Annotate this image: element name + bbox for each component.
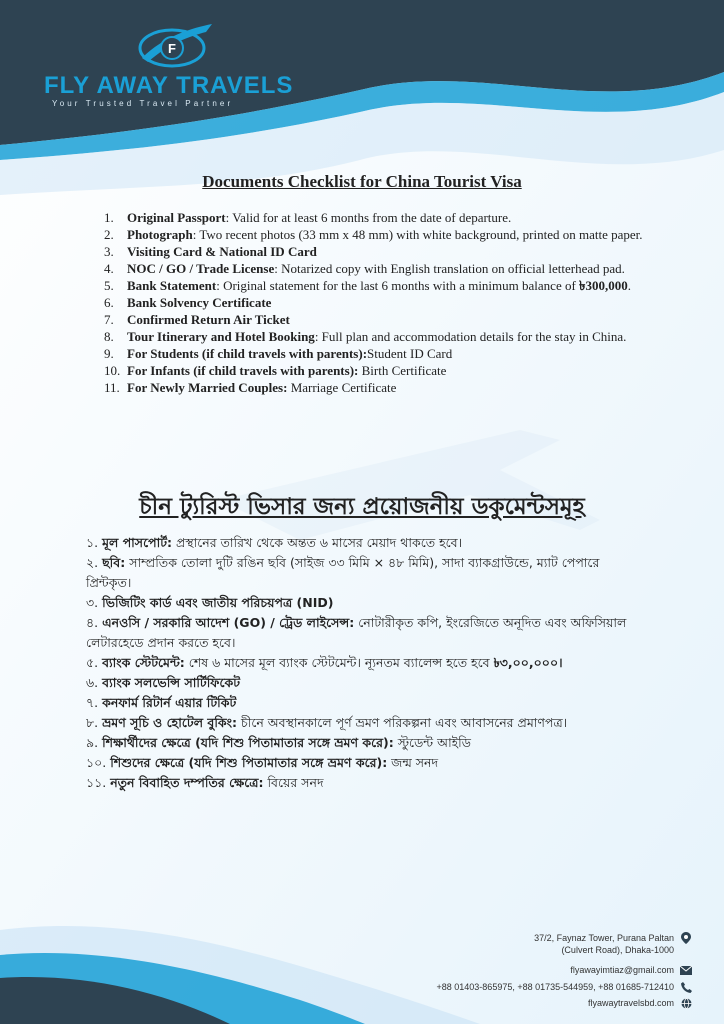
item-label: Confirmed Return Air Ticket <box>127 312 290 327</box>
item-amount: ৳৩,০০,০০০। <box>493 655 563 670</box>
bangla-checklist-item <box>86 753 646 773</box>
logo-letter: F <box>168 41 176 56</box>
item-description: : Full plan and accommodation details for the stay in China. <box>314 329 627 344</box>
english-checklist-item <box>104 345 644 362</box>
item-tail: . <box>627 278 632 293</box>
item-description: বিয়ের সনদ <box>263 775 324 790</box>
item-number: 11. <box>104 380 120 395</box>
item-label: ব্যাংক স্টেটমেন্ট: <box>102 655 185 670</box>
item-label: ছবি: <box>102 555 126 570</box>
english-checklist-item <box>104 294 644 311</box>
item-label: কনফার্ম রিটার্ন এয়ার টিকিট <box>102 695 237 710</box>
item-number: 9. <box>104 346 114 361</box>
item-label: Photograph <box>127 227 193 242</box>
address-line-2: (Culvert Road), Dhaka-1000 <box>561 945 674 955</box>
item-description: Student ID Card <box>367 346 453 361</box>
email-icon <box>680 964 692 976</box>
item-description: জন্ম সনদ <box>387 755 439 770</box>
location-pin-icon <box>680 932 692 944</box>
item-number: 2. <box>104 227 114 242</box>
item-number: 6. <box>104 295 114 310</box>
item-number: ৩. <box>86 595 99 610</box>
item-label: শিক্ষার্থীদের ক্ষেত্রে (যদি শিশু পিতামাতার সঙ্গে ভ্রমণ করে): <box>102 735 394 750</box>
bangla-title: চীন ট্যুরিস্ট ভিসার জন্য প্রয়োজনীয় ডকুমেন্টসমূহ <box>139 494 585 520</box>
item-label: For Newly Married Couples: <box>127 380 288 395</box>
item-number: ৭. <box>86 695 99 710</box>
item-label: ভিজিটিং কার্ড এবং জাতীয় পরিচয়পত্র (NID) <box>102 595 334 610</box>
contact-address <box>534 932 692 956</box>
item-label: For Students (if child travels with parents): <box>127 346 368 361</box>
item-description: : Two recent photos (33 mm x 48 mm) with white background, printed on matte paper. <box>192 227 643 242</box>
item-number: 8. <box>104 329 114 344</box>
item-description: : Notarized copy with English translation on official letterhead pad. <box>274 261 625 276</box>
item-label: এনওসি / সরকারি আদেশ (GO) / ট্রেড লাইসেন্স: <box>102 615 355 630</box>
english-checklist-item <box>104 277 644 294</box>
bangla-checklist-item <box>86 653 646 673</box>
item-description: নোটারীকৃত কপি, ইংরেজিতে অনূদিত এবং অফিসিয়াল লেটারহেডে প্রদান করতে হবে। <box>86 615 627 650</box>
item-label: ব্যাংক সলভেন্সি সার্টিফিকেট <box>102 675 241 690</box>
item-label: For Infants (if child travels with parents): <box>127 363 359 378</box>
item-number: 5. <box>104 278 114 293</box>
item-description: চীনে অবস্থানকালে পূর্ণ ভ্রমণ পরিকল্পনা এবং আবাসনের প্রমাণপত্র। <box>237 715 568 730</box>
item-description: : Valid for at least 6 months from the date of departure. <box>225 210 512 225</box>
phone-text[interactable]: +88 01403-865975, +88 01735-544959, +88 01685-712410 <box>436 982 674 992</box>
item-number: 7. <box>104 312 114 327</box>
item-description: Birth Certificate <box>358 363 447 378</box>
english-checklist-item <box>104 328 644 345</box>
item-label: Bank Statement <box>127 278 217 293</box>
english-checklist-item <box>104 379 644 396</box>
item-number: ৬. <box>86 675 99 690</box>
item-number: ২. <box>86 555 99 570</box>
item-label: NOC / GO / Trade License <box>127 261 275 276</box>
logo-plane-icon <box>134 18 214 72</box>
bangla-checklist-item <box>86 733 646 753</box>
brand-name: FLY AWAY TRAVELS <box>44 72 294 99</box>
english-checklist-item <box>104 311 644 328</box>
bangla-checklist-item <box>86 553 646 593</box>
bangla-checklist-item <box>86 673 646 693</box>
item-number: ১১. <box>86 775 107 790</box>
phone-icon <box>680 981 692 993</box>
item-label: শিশুদের ক্ষেত্রে (যদি শিশু পিতামাতার সঙ্গে ভ্রমণ করে): <box>110 755 388 770</box>
item-number: ১০. <box>86 755 107 770</box>
bangla-checklist <box>86 533 646 793</box>
contact-email <box>570 964 692 976</box>
bangla-checklist-item <box>86 693 646 713</box>
item-label: Visiting Card & National ID Card <box>127 244 317 259</box>
item-number: ১. <box>86 535 99 550</box>
item-number: ৫. <box>86 655 99 670</box>
email-text[interactable]: flyawayimtiaz@gmail.com <box>570 965 674 975</box>
bangla-checklist-item <box>86 533 646 553</box>
english-checklist-item <box>104 362 644 379</box>
item-label: Tour Itinerary and Hotel Booking <box>127 329 315 344</box>
english-checklist-item <box>104 243 644 260</box>
address-line-1: 37/2, Faynaz Tower, Purana Paltan <box>534 933 674 943</box>
english-title: Documents Checklist for China Tourist Visa <box>202 172 522 191</box>
website-text[interactable]: flyawaytravelsbd.com <box>587 998 674 1008</box>
item-label: মূল পাসপোর্ট: <box>102 535 173 550</box>
contact-phone <box>437 981 692 993</box>
english-checklist-item <box>104 260 644 277</box>
item-number: 3. <box>104 244 114 259</box>
item-description: Marriage Certificate <box>287 380 397 395</box>
bangla-checklist-item <box>86 613 646 653</box>
bangla-checklist-item <box>86 773 646 793</box>
item-amount: ৳300,000 <box>579 278 628 293</box>
bangla-checklist-item <box>86 713 646 733</box>
globe-icon <box>680 997 692 1009</box>
item-description: শেষ ৬ মাসের মূল ব্যাংক স্টেটমেন্ট। ন্যূনতম ব্যালেন্স হতে হবে <box>184 655 494 670</box>
item-number: 10. <box>104 363 121 378</box>
item-number: 1. <box>104 210 114 225</box>
english-checklist-item <box>104 226 644 243</box>
item-description: প্রস্থানের তারিখ থেকে অন্তত ৬ মাসের মেয়াদ থাকতে হবে। <box>172 535 463 550</box>
item-label: ভ্রমণ সূচি ও হোটেল বুকিং: <box>102 715 238 730</box>
brand-tagline: Your Trusted Travel Partner <box>52 99 234 108</box>
item-description: স্টুডেন্ট আইডি <box>393 735 471 750</box>
item-label: Original Passport <box>127 210 226 225</box>
item-number: 4. <box>104 261 114 276</box>
item-number: ৯. <box>86 735 99 750</box>
item-number: ৪. <box>86 615 99 630</box>
item-label: নতুন বিবাহিত দম্পতির ক্ষেত্রে: <box>110 775 264 790</box>
item-number: ৮. <box>86 715 99 730</box>
item-description: সাম্প্রতিক তোলা দুটি রঙিন ছবি (সাইজ ৩৩ মিমি × ৪৮ মিমি), সাদা ব্যাকগ্রাউন্ডে, ম্যাট পেপারে প্রিন্টকৃত। <box>86 555 600 590</box>
english-checklist <box>104 209 644 396</box>
bangla-checklist-item <box>86 593 646 613</box>
english-checklist-item <box>104 209 644 226</box>
item-label: Bank Solvency Certificate <box>127 295 272 310</box>
item-description: : Original statement for the last 6 months with a minimum balance of <box>216 278 580 293</box>
contact-website <box>588 997 692 1009</box>
